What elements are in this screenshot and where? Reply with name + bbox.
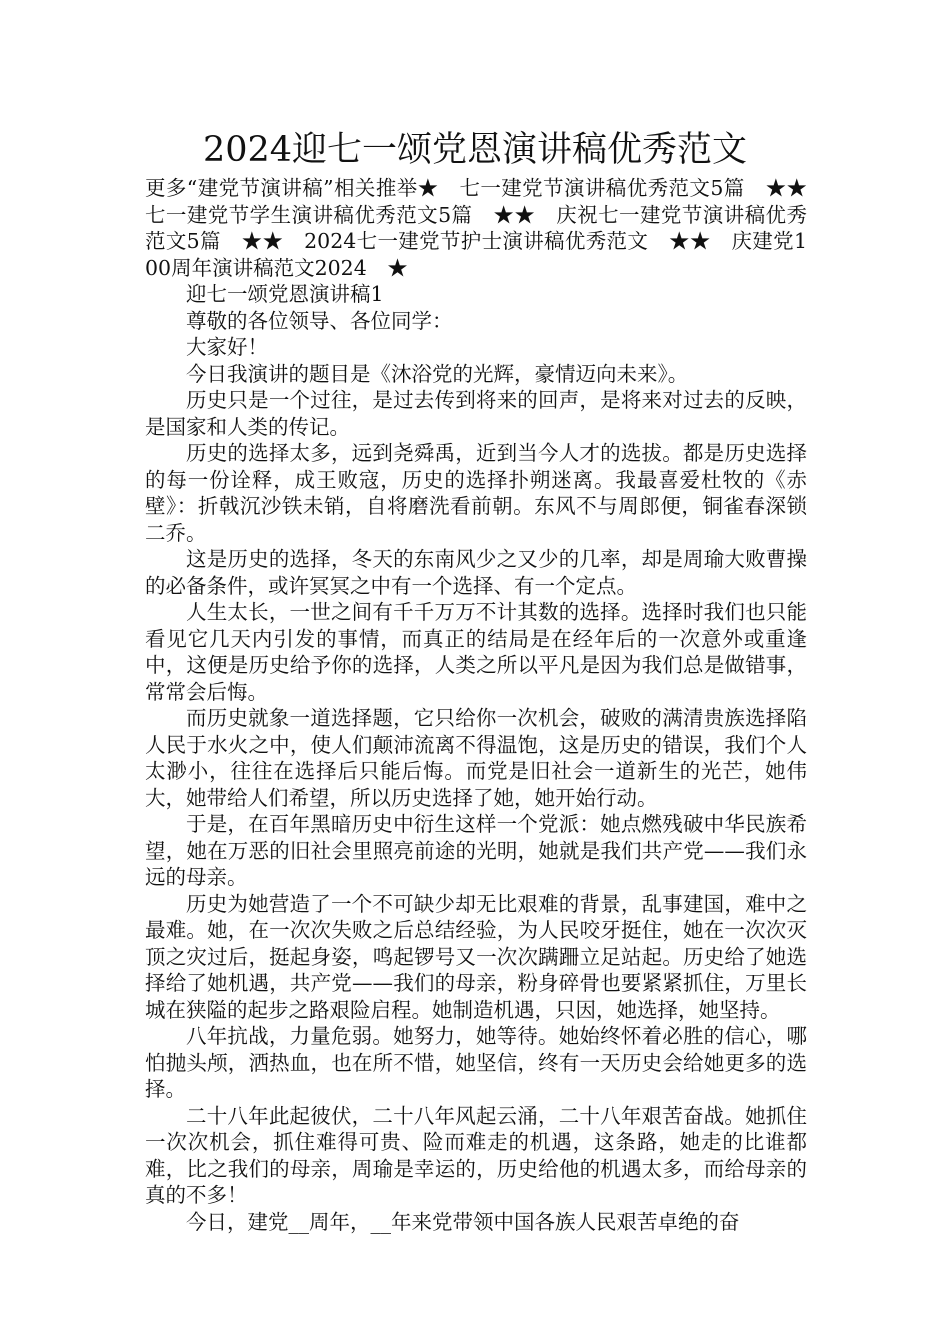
speech-heading: 迎七一颂党恩演讲稿1: [186, 282, 384, 306]
body-paragraph: 人生太长，一世之间有千千万万不计其数的选择。选择时我们也只能看见它几天内引发的事情，而真正的结局是在经年后的一次意外或重逢中，这便是历史给予你的选择，人类之所以平凡是因为我们总是做错事，常常会后悔。: [145, 600, 807, 704]
document-title: 2024迎七一颂党恩演讲稿优秀范文: [202, 130, 748, 170]
recommend-paragraph: 更多“建党节演讲稿”相关推举★ 七一建党节演讲稿优秀范文5篇 ★★ 七一建党节学生演讲稿优秀范文5篇 ★★ 庆祝七一建党节演讲稿优秀范文5篇 ★★ 2024七一建党节护士演讲稿优秀范文 ★★ 庆建党100周年演讲稿范文2024 ★: [145, 176, 828, 280]
body-paragraph: 八年抗战，力量危弱。她努力，她等待。她始终怀着必胜的信心，哪怕抛头颅，洒热血，也在所不惜，她坚信，终有一天历史会给她更多的选择。: [145, 1024, 807, 1101]
body-paragraph: 今日我演讲的题目是《沐浴党的光辉，豪情迈向未来》。: [186, 361, 689, 386]
body-paragraph: 二十八年此起彼伏，二十八年风起云涌，二十八年艰苦奋战。她抓住一次次机会，抓住难得可贵、险而难走的机遇，这条路，她走的比谁都难，比之我们的母亲，周瑜是幸运的，历史给他的机遇太多，而给母亲的真的不多！: [145, 1103, 807, 1207]
greeting: 大家好！: [186, 335, 268, 359]
body-paragraph: 历史的选择太多，远到尧舜禹，近到当今人才的选拔。都是历史选择的每一份诠释，成王败寇，历史的选择扑朔迷离。我最喜爱杜牧的《赤壁》：折戟沉沙铁未销，自将磨洗看前朝。东风不与周郎便，铜雀春深锁二乔。: [145, 441, 807, 545]
salutation: 尊敬的各位领导、各位同学：: [186, 308, 453, 333]
body-paragraph: 这是历史的选择，冬天的东南风少之又少的几率，却是周瑜大败曹操的必备条件，或许冥冥之中有一个选择、有一个定点。: [145, 547, 807, 598]
body-paragraph: 于是，在百年黑暗历史中衍生这样一个党派：她点燃残破中华民族希望，她在万恶的旧社会里照亮前途的光明，她就是我们共产党——我们永远的母亲。: [145, 812, 807, 889]
body-paragraph: 今日，建党__周年，__年来党带领中国各族人民艰苦卓绝的奋: [186, 1209, 740, 1234]
body-paragraph: 历史为她营造了一个不可缺少却无比艰难的背景，乱事建国，难中之最难。她，在一次次失败之后总结经验，为人民咬牙挺住，她在一次次灭顶之灾过后，挺起身姿，鸣起锣号又一次次蹒跚立足站起。历史给了她选择给了她机遇，共产党——我们的母亲，粉身碎骨也要紧紧抓住，万里长城在狭隘的起步之路艰险启程。她制造机遇，只因，她选择，她坚持。: [145, 891, 807, 1022]
document-body: [145, 175, 828, 1235]
body-paragraph: 而历史就象一道选择题，它只给你一次机会，破败的满清贵族选择陷人民于水火之中，使人们颠沛流离不得温饱，这是历史的错误，我们个人太渺小，往往在选择后只能后悔。而党是旧社会一道新生的光芒，她伟大，她带给人们希望，所以历史选择了她，她开始行动。: [145, 706, 807, 810]
body-paragraph: 历史只是一个过往，是过去传到将来的回声，是将来对过去的反映，是国家和人类的传记。: [145, 388, 807, 439]
